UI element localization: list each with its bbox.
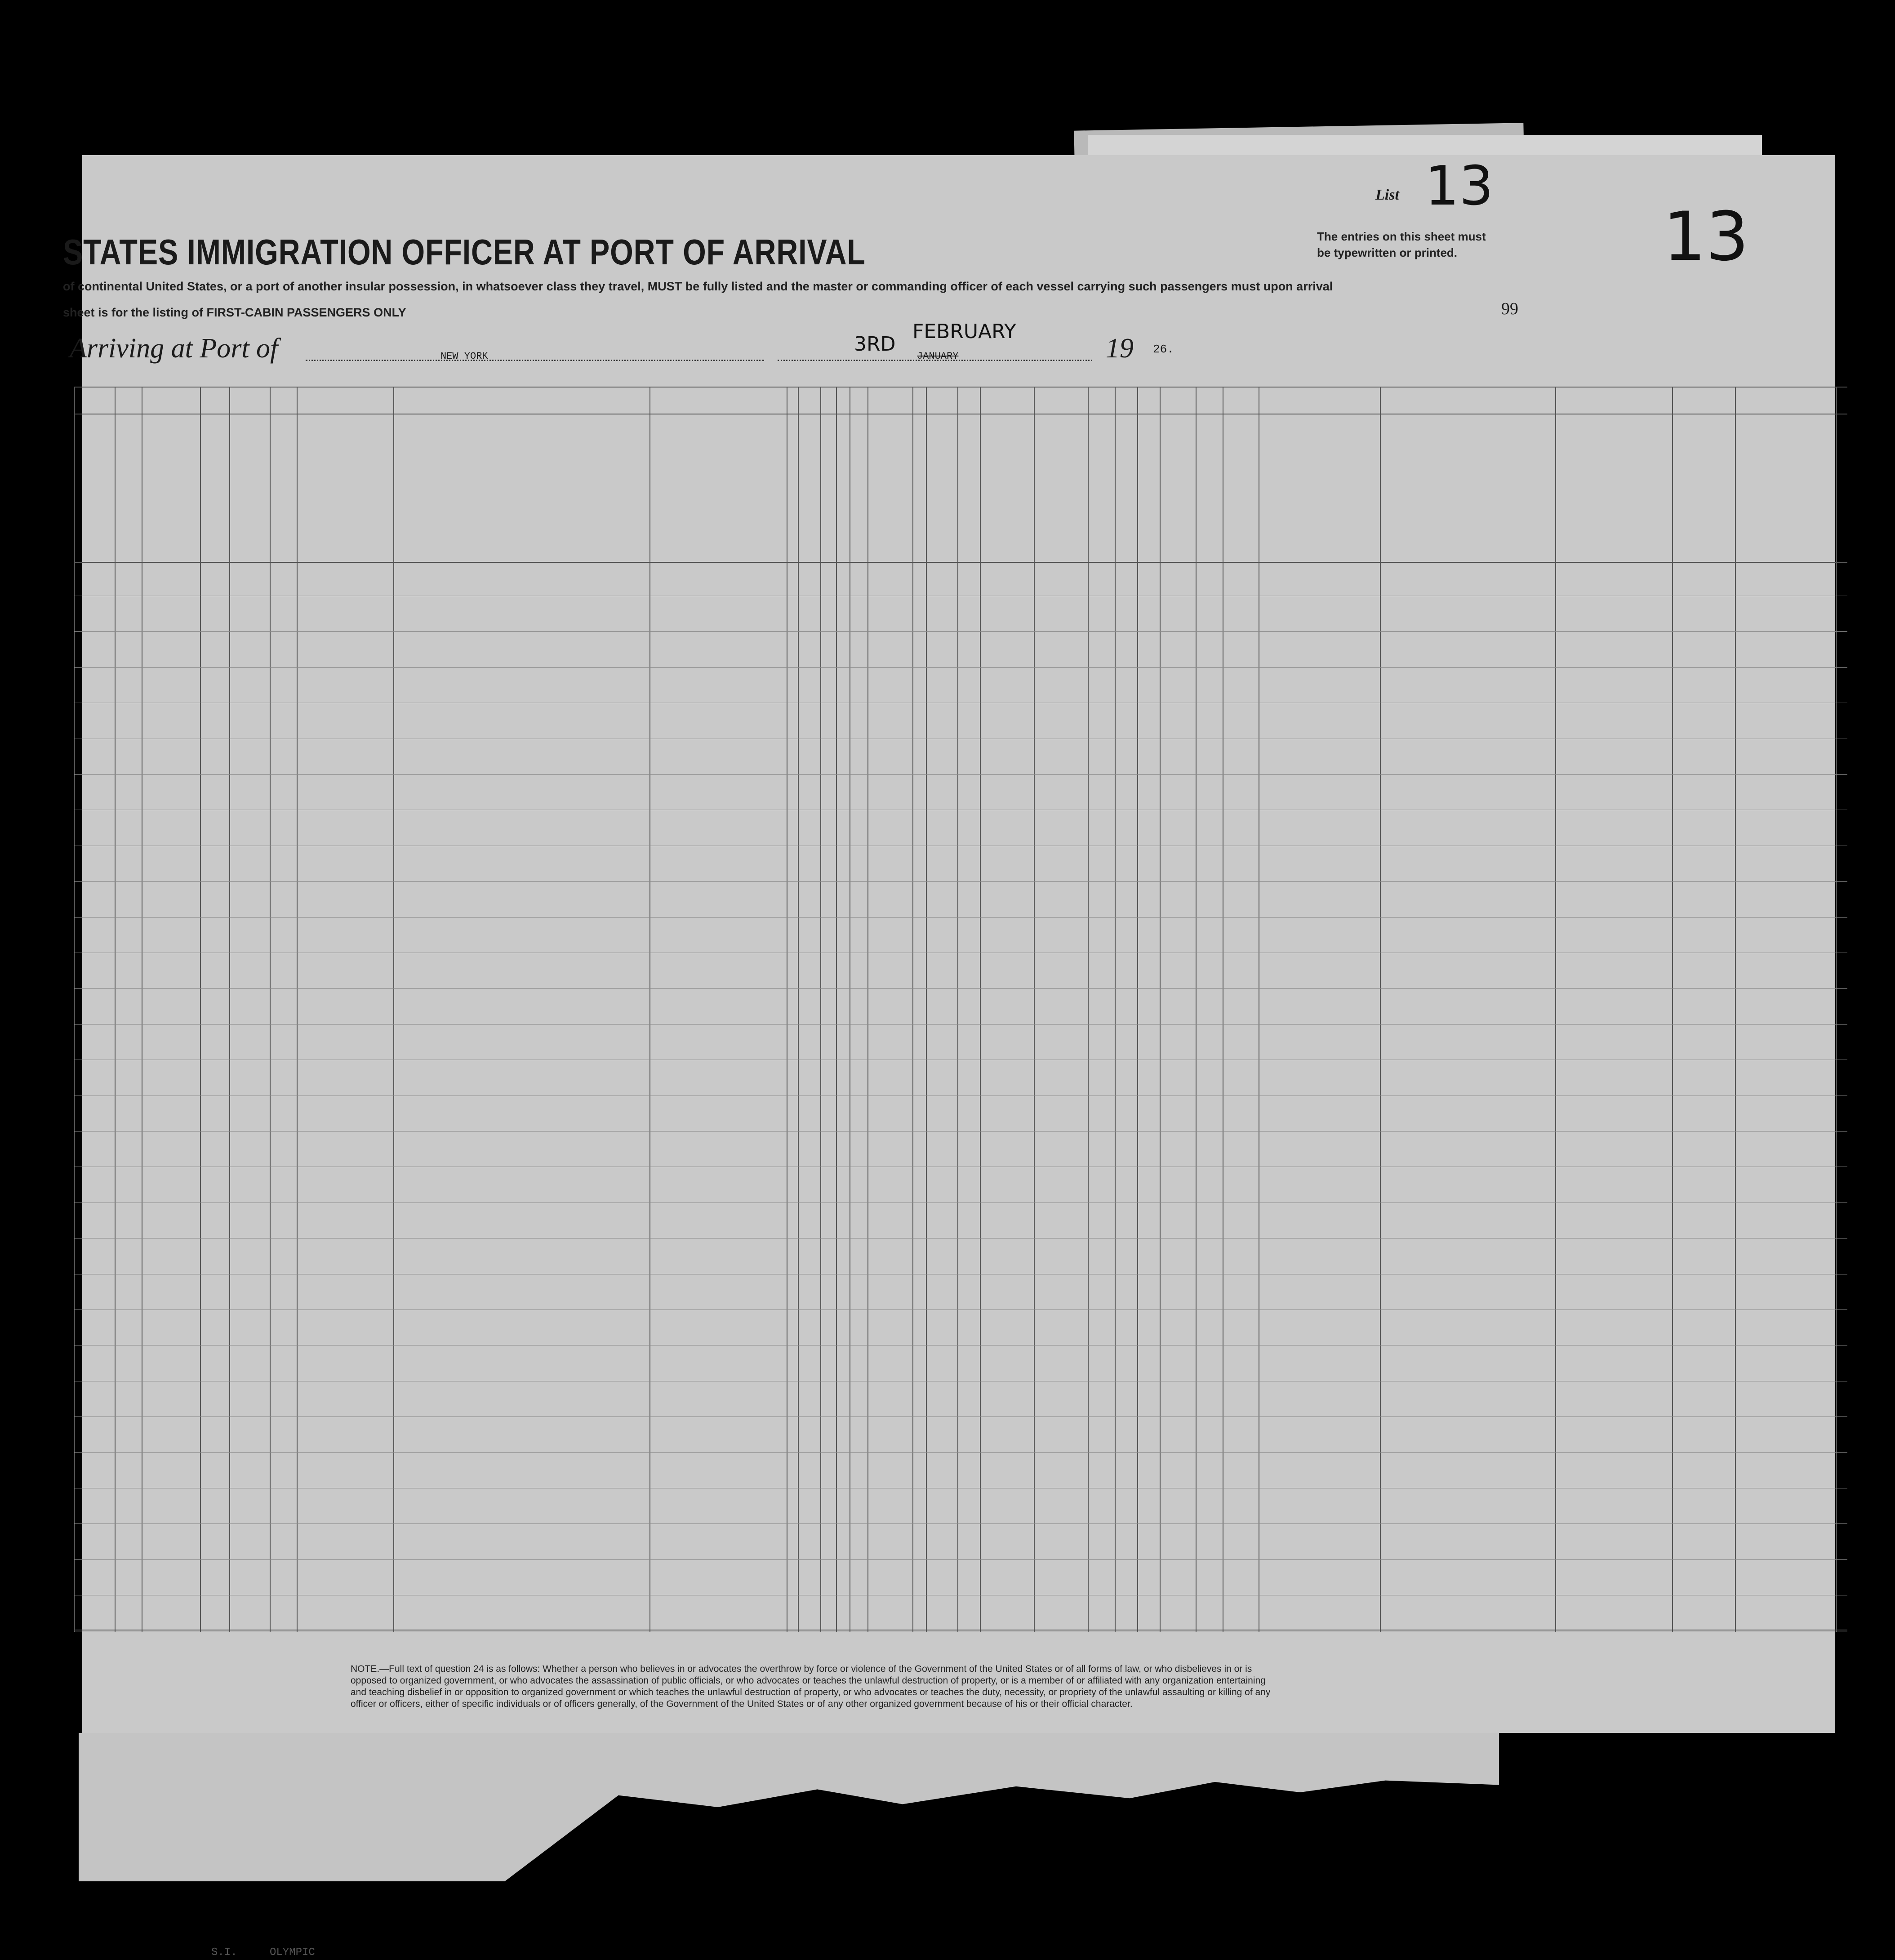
column-rule: [200, 387, 201, 1632]
column-rule: [74, 387, 75, 1632]
column-rule: [1137, 387, 1138, 1632]
arrival-month-printed: JANUARY: [917, 351, 959, 362]
binder-hole: [49, 461, 69, 481]
column-rule: [820, 387, 821, 1632]
column-rule: [1160, 387, 1161, 1632]
typewritten-note: The entries on this sheet must be typewritten or printed.: [1317, 230, 1486, 259]
row-rule: [74, 774, 1847, 775]
arrival-year-suffix: 26.: [1153, 343, 1174, 356]
column-rule: [1735, 387, 1736, 1632]
column-rule: [393, 387, 394, 1632]
column-rule: [297, 387, 298, 1632]
torn-bottom-edge: [79, 1733, 1499, 1881]
page-number: 99: [1501, 299, 1518, 318]
subtitle-line-1: of continental United States, or a port of another insular possession, in whatsoever class they travel, MUST be fully listed and the master or commanding officer of each vessel carrying such passengers must upon arrival: [63, 280, 1333, 293]
row-rule: [74, 988, 1847, 989]
column-rule: [649, 387, 650, 1632]
arrival-port: NEW YORK: [440, 351, 488, 362]
column-rule: [798, 387, 799, 1632]
row-rule: [74, 667, 1847, 668]
binder-hole: [49, 784, 69, 804]
arrival-day: 3RD: [854, 333, 896, 356]
arrival-month-handwritten: FEBRUARY: [912, 320, 1016, 343]
binder-hole: [49, 381, 69, 401]
column-rule: [229, 387, 230, 1632]
binder-hole: [49, 544, 69, 564]
row-rule: [74, 881, 1847, 882]
row-rule: [74, 1559, 1847, 1560]
column-rule: [1836, 387, 1837, 1632]
document-title: STATES IMMIGRATION OFFICER AT PORT OF ARRIVAL: [63, 232, 866, 272]
list-number: 13: [1425, 155, 1494, 218]
binder-hole: [49, 1394, 69, 1413]
subtitle-line-2: sheet is for the listing of FIRST-CABIN PASSENGERS ONLY: [63, 306, 406, 319]
footnote: NOTE.—Full text of question 24 is as follows: Whether a person who believes in or advocates the overthrow by force or violence of the Government of the United States or of all forms of law, or who disbelieves in or is opposed to organized government, or who advocates the assassination of public officials, or who advocates or teaches the unlawful destruction of property, or is a member of or affiliated with any organization entertaining and teaching disbelief in or opposition to organized government or which teaches the unlawful destruction of property, or who advocates or teaches the duty, necessity, or propriety of the unlawful assaulting or killing of any officer or officers, either of specific individuals or of officers generally, of the Government of the United States or of any other organized government because of his or their official character.: [351, 1664, 1271, 1709]
binder-hole: [49, 1474, 69, 1494]
column-rule: [867, 387, 868, 1632]
list-label: List: [1375, 187, 1399, 203]
header-rule: [74, 562, 1847, 563]
bottom-label: S.I.: [211, 1947, 237, 1959]
column-rule: [912, 387, 913, 1632]
row-rule: [74, 917, 1847, 918]
column-rule: [1196, 387, 1197, 1632]
column-rule: [980, 387, 981, 1632]
header-rule: [74, 387, 1847, 388]
bottom-label: OLYMPIC: [270, 1947, 315, 1959]
column-rule: [1034, 387, 1035, 1632]
row-rule: [74, 631, 1847, 632]
column-rule: [1115, 387, 1116, 1632]
binder-hole: [49, 1555, 69, 1575]
binder-hole: [49, 704, 69, 723]
column-rule: [926, 387, 927, 1632]
row-rule: [74, 1452, 1847, 1453]
column-rule: [115, 387, 116, 1632]
sheet-number: 13: [1663, 198, 1749, 276]
column-rule: [836, 387, 837, 1632]
column-rule: [270, 387, 271, 1632]
column-rule: [1380, 387, 1381, 1632]
column-rule: [1555, 387, 1556, 1632]
row-rule: [74, 1024, 1847, 1025]
column-rule: [957, 387, 958, 1632]
column-rule: [1672, 387, 1673, 1632]
column-rule: [1088, 387, 1089, 1632]
binder-hole: [49, 1313, 69, 1332]
arrival-year-prefix: 19: [1106, 333, 1134, 364]
arriving-label: Arriving at Port of: [70, 333, 278, 364]
binder-hole: [49, 625, 69, 645]
row-rule: [74, 1523, 1847, 1524]
manifest-sheet: [82, 155, 1835, 1733]
